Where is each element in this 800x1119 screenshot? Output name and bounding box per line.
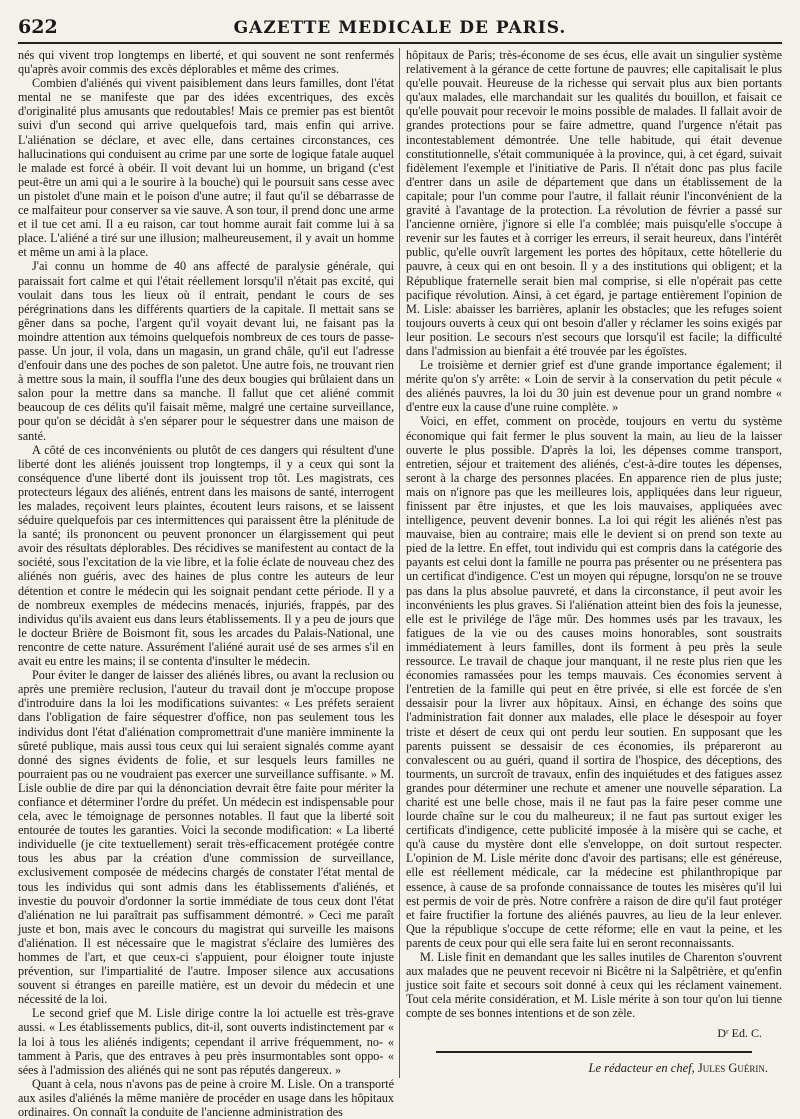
editor-prefix: Le rédacteur en chef, (588, 1060, 695, 1075)
paragraph: Pour éviter le danger de laisser des aliénés libres, ou avant la reclusion ou après une première reclusion, l'auteur du travail dont je m'occupe propose d'introduire dans la loi les modifications suivantes: « Les préfets seraient dans l'obligation de faire séquestrer d'office, non pas seulement tous les individus dont l'état d'aliénation compromettrait d'une manière imminente la sûreté publique, mais aussi tous ceux qui lui seraient signalés comme ayant donné des signes évidents de folie, et sur lesquels leurs familles ne pourraient pas ou ne voudraient pas exercer une surveillance suffisante. » M. Lisle oublie de dire par qui la dénonciation devrait être faite pour mériter la confiance et déterminer l'ordre du préfet. Un médecin est indispensable pour cela, avec le témoignage de personnes notables. Il faut que la liberté soit entourée de toutes les garanties. Voici la seconde modification: « La liberté individuelle (je cite textuellement) serait très-efficacement protégée contre tous les abus par la création d'une commission de surveillance, exclusivement composée de médecins chargés de constater l'état mental de tous les individus qui sont admis dans les établissements d'aliénés, et investie du pouvoir d'ordonner la sortie immédiate de tous ceux dont l'état d'aliénation ne lui paraîtrait pas suffisamment démontré. » Ceci me paraît juste et bon, mais avec le concours du magistrat qui surveille les maisons d'aliénation. Il est nécessaire que le magistrat s'éclaire des lumières des hommes de l'art, et que ceux-ci s'appuient, pour éloigner toute injuste prévention, sur l'impartialité de l'autre. Imposer silence aux accusations souvent si étranges en pareille matière, est un devoir du médecin et une nécessité de la loi. (18, 668, 394, 1007)
editor-name: Jules Guérin. (697, 1060, 768, 1075)
paragraph: Quant à cela, nous n'avons pas de peine à croire M. Lisle. On a transporté aux asiles d'aliénés la même manière de procéder en usage dans les hôpitaux ordinaires. On connaît la conduite de l'ancienne administration des (18, 1076, 394, 1119)
paragraph: M. Lisle finit en demandant que les salles inutiles de Charenton s'ouvrent aux malades que ne peuvent recevoir ni Bicêtre ni la Salpêtrière, et qu'enfin justice soit faite et secours soit donné à ceux qui les réclament vainement. Tout cela mérite considération, et M. Lisle mérite à son tour qu'on lui tienne compte de ses bonnes intentions et de son zèle. (406, 950, 782, 1021)
editor-credit (406, 1061, 768, 1075)
running-title: GAZETTE MEDICALE DE PARIS. (233, 18, 567, 38)
page-header (18, 8, 782, 38)
paragraph: Le second grief que M. Lisle dirige contre la loi actuelle est très-grave aussi. « Les établissements publics, dit-il, sont ouverts indistinctement par « la loi à tous les aliénés indigents; cependant il arrive fréquemment, no- « tamment à Paris, que des entraves à peu près insurmontables sont oppo- « sées à l'admission des aliénés qui ne sont pas réputés dangereux. » (18, 1006, 394, 1077)
header-rule (18, 42, 782, 44)
closing-rule (436, 1051, 752, 1053)
right-column (406, 48, 782, 1078)
paragraph: nés qui vivent trop longtemps en liberté, et qui souvent ne sont renfermés qu'après avoir commis des excès déplorables et même des crimes. (18, 48, 394, 77)
signature-block (406, 1026, 782, 1074)
paragraph: A côté de ces inconvénients ou plutôt de ces dangers qui résultent d'une liberté dont les aliénés jouissent trop longtemps, il y a ceux qui sont la conséquence d'une liberté dont ils jouissent trop tôt. Les magistrats, ces protecteurs légaux des aliénés, entrent dans les maisons de santé, interrogent les malades, reçoivent leurs plaintes, écoutent leurs raisons, et se laissent séduire quelquefois par ces intermittences qui paraissent être la plénitude de la santé; ils prononcent ou peuvent prononcer un élargissement qui peut avoir des résultats déplorables. Des récidives se manifestent au contact de la société, sous l'excitation de la vie libre, et la folie éclate de nouveau chez des aliénés non guéris, avec des haines de plus contre les auteurs de leur détention et contre le médecin qui les soignait pendant cette période. Il y a de nombreux exemples de médecins menacés, injuriés, frappés, par des individus qu'ils avaient eus dans leurs établissements. Il y a peu de jours que le docteur Brière de Boismont fit, sous les arcades du Palais-National, une rencontre de cette nature. Assurément l'aliéné aurait usé de ses armes s'il en avait eu entre les mains; il se contenta d'insulter le médecin. (18, 442, 394, 669)
paragraph: J'ai connu un homme de 40 ans affecté de paralysie générale, qui paraissait fort calme et qui l'était réellement lorsqu'il n'était pas excité, qui voulait dans tous les lieux où il entrait, pendant le cours de ses pérégrinations dans les différents quartiers de la capitale. Il mettait sans se gêner dans sa poche, l'argent qu'il voyait devant lui, ne faisant pas la moindre attention aux témoins quelquefois nombreux de ces tours de passe-passe. Un jour, il vola, dans un magasin, un grand châle, qu'il eut l'adresse d'enfouir dans une des poches de son paletot. Une autre fois, ne trouvant rien à mettre sous la main, il souffla l'une des deux bougies qui brûlaient dans un salon pour la mettre dans sa manche. Il fallut que cet aliéné commit beaucoup de ces délits qu'il faisait même, malgré une certaine surveillance, pour qu'on se décidât à s'en séparer pour le séquestrer dans une maison de santé. (18, 259, 394, 443)
paragraph: Voici, en effet, comment on procède, toujours en vertu du système économique qui fait fermer le plus souvent la main, au lieu de la laisser ouverte le plus possible. D'après la loi, les dépenses comme transport, entretien, séjour et traitement des aliénés, c'est-à-dire toutes les dépenses, seront à la charge des personnes placées. En apparence rien de plus juste; mais on n'ignore pas que les meilleures lois, appliquées dans leur rigueur, finissent par être injustes, et que les lois mauvaises, appliquées avec intelligence, peuvent devenir bonnes. La loi qui régit les aliénés n'est pas mauvaise, bien au contraire; mais elle le devient si on prend son texte au pied de la lettre. En effet, tout individu qui est compris dans la catégorie des payants est celui dont la famille ne pourra pas présenter ou ne présentera pas un certificat d'indigence. C'est un moyen qui répugne, lorsqu'on ne se trouve pas dans la plus absolue pauvreté, et dans la circonstance, il peut avoir les inconvénients les plus graves. Si l'aliénation atteint bien des fois la jeunesse, elle est le privilége de l'âge mûr. Des hommes usés par les travaux, les fatigues de la vie ou des causes moins honorables, sont soustraits immédiatement à leurs familles, dont ils forment à peu près la seule ressource. Le travail de chaque jour manquant, il ne reste plus rien que les économies ramassées pour les temps mauvais. Ces économies servent à l'entretien de la famille qui peut en être privée, si elle est forcée de s'en dessaisir pour la livrer aux hôpitaux. Ainsi, en échange des soins que l'administration fait donner aux malades, elle place le désespoir au foyer triste et désert de ceux qui ont perdu leur soutien. En supposant que les parents puissent se dessaisir de ces économies, ils prépareront au convalescent ou au guéri, quand il sortira de l'hospice, des déceptions, des tourments, un surcroît de travaux, enfin des inquiétudes et des fatigues assez grandes pour déterminer une rechute et amener une nouvelle séparation. La charité est une belle chose, mais il ne faut pas la faire peser comme une lourde chaîne sur le cou du malheureux; il ne faut pas surtout exiger les certificats d'indigence, cette publicité imposée à la misère qui se cache, et qu'à cause du mystère dont elle s'enveloppe, on doit surtout respecter. L'opinion de M. Lisle mérite donc d'avoir des partisans; elle est généreuse, elle est réellement médicale, car la médecine est philanthropique par essence, à cause de sa profonde connaissance de toutes les misères qu'il lui est permis de voir de près. Notre confrère a raison de dire qu'il faut protéger et faire fructifier la fortune des aliénés pauvres, au lieu de la leur enlever. Que la république s'occupe de cette réforme; elle en vaut la peine, et les parents de ceux pour qui elle sera faite lui en seront reconnaissants. (406, 414, 782, 950)
paragraph: Le troisième et dernier grief est d'une grande importance également; il mérite qu'on s'y arrête: « Loin de servir à la conservation du petit pécule « des aliénés pauvres, la loi du 30 juin est devenue pour un grand nombre « d'entre eux la cause d'une ruine complète. » (406, 358, 782, 415)
page-number: 622 (18, 16, 58, 38)
author-signature: Dʳ Ed. C. (717, 1026, 762, 1041)
paragraph: Combien d'aliénés qui vivent paisiblement dans leurs familles, dont l'état mental ne se manifeste que par des idées excentriques, des excès d'originalité plus amusants que redoutables! Mais ce premier pas est bientôt suivi d'un second qui arrive quelquefois tard, mais enfin qui arrive. L'aliénation se déclare, et avec elle, dans certaines circonstances, ces hallucinations qui conduisent au crime par une sorte de logique fatale auquel le malade est forcé à obéir. Il voit devant lui un homme, un brigand (c'est peut-être un ami qui a le sourire à la bouche) qui le poursuit sans cesse avec un pistolet d'une main et le poison d'une autre; il faut qu'il se débarrasse de ce malfaiteur pour conserver sa vie sauve. A son tour, il prend donc une arme et il tue cet ami. Il a eu raison, car tout homme aurait fait comme lui à sa place. L'aliéné a tiré sur une illusion; malheureusement, il y avait un homme et même un ami à la place. (18, 76, 394, 260)
column-divider (399, 48, 400, 1078)
left-column (18, 48, 394, 1119)
paragraph: hôpitaux de Paris; très-économe de ses écus, elle avait un singulier système relativement à la gérance de cette fortune de pauvres; elle capitalisait le plus qu'elle pouvait. Heureuse de la richesse qui servait plus aux bien portants qu'aux malades, elle marchandait sur les qualités du bouillon, et faisait ce qu'elle pouvait pour recevoir le moins possible de malades. Il fallait avoir de grandes protections pour se faire admettre, quand l'urgence n'était pas incontestablement démontrée. Une telle habitude, qui était devenue constitutionnelle, s'était communiquée à la province, qui, à cet égard, suivait fidèlement l'exemple et l'initiative de Paris. Il n'était donc pas plus facile d'entrer dans un asile de département que dans un établissement de la capitale; pour l'un comme pour l'autre, il fallait réunir l'inconvénient de la gravité à l'avantage de la protection. La révolution de février a passé sur l'ancienne ornière, j'ignore si elle l'a comblée; mais puisqu'elle s'occupe à revenir sur les fautes et à corriger les erreurs, il serait heureux, dans l'intérêt public, qu'elle ouvrît largement les portes des hôpitaux, cette hôtellerie du pauvre, à ceux qui en ont besoin. Il y a des institutions qui obligent; et la République fraternelle serait bien mal comprise, si elle n'opérait pas cette pacifique révolution. Ainsi, à cet égard, je partage entièrement l'opinion de M. Lisle: abaisser les barrières, aplanir les obstacles; que les refuges soient toujours ouverts à ceux qui ont besoin d'aller y réclamer les soins exigés par leur position. Le secours n'est secours que lorsqu'il est facile; la difficulté dans l'admission au bienfait a été trouvée par les égoïstes. (406, 48, 782, 358)
